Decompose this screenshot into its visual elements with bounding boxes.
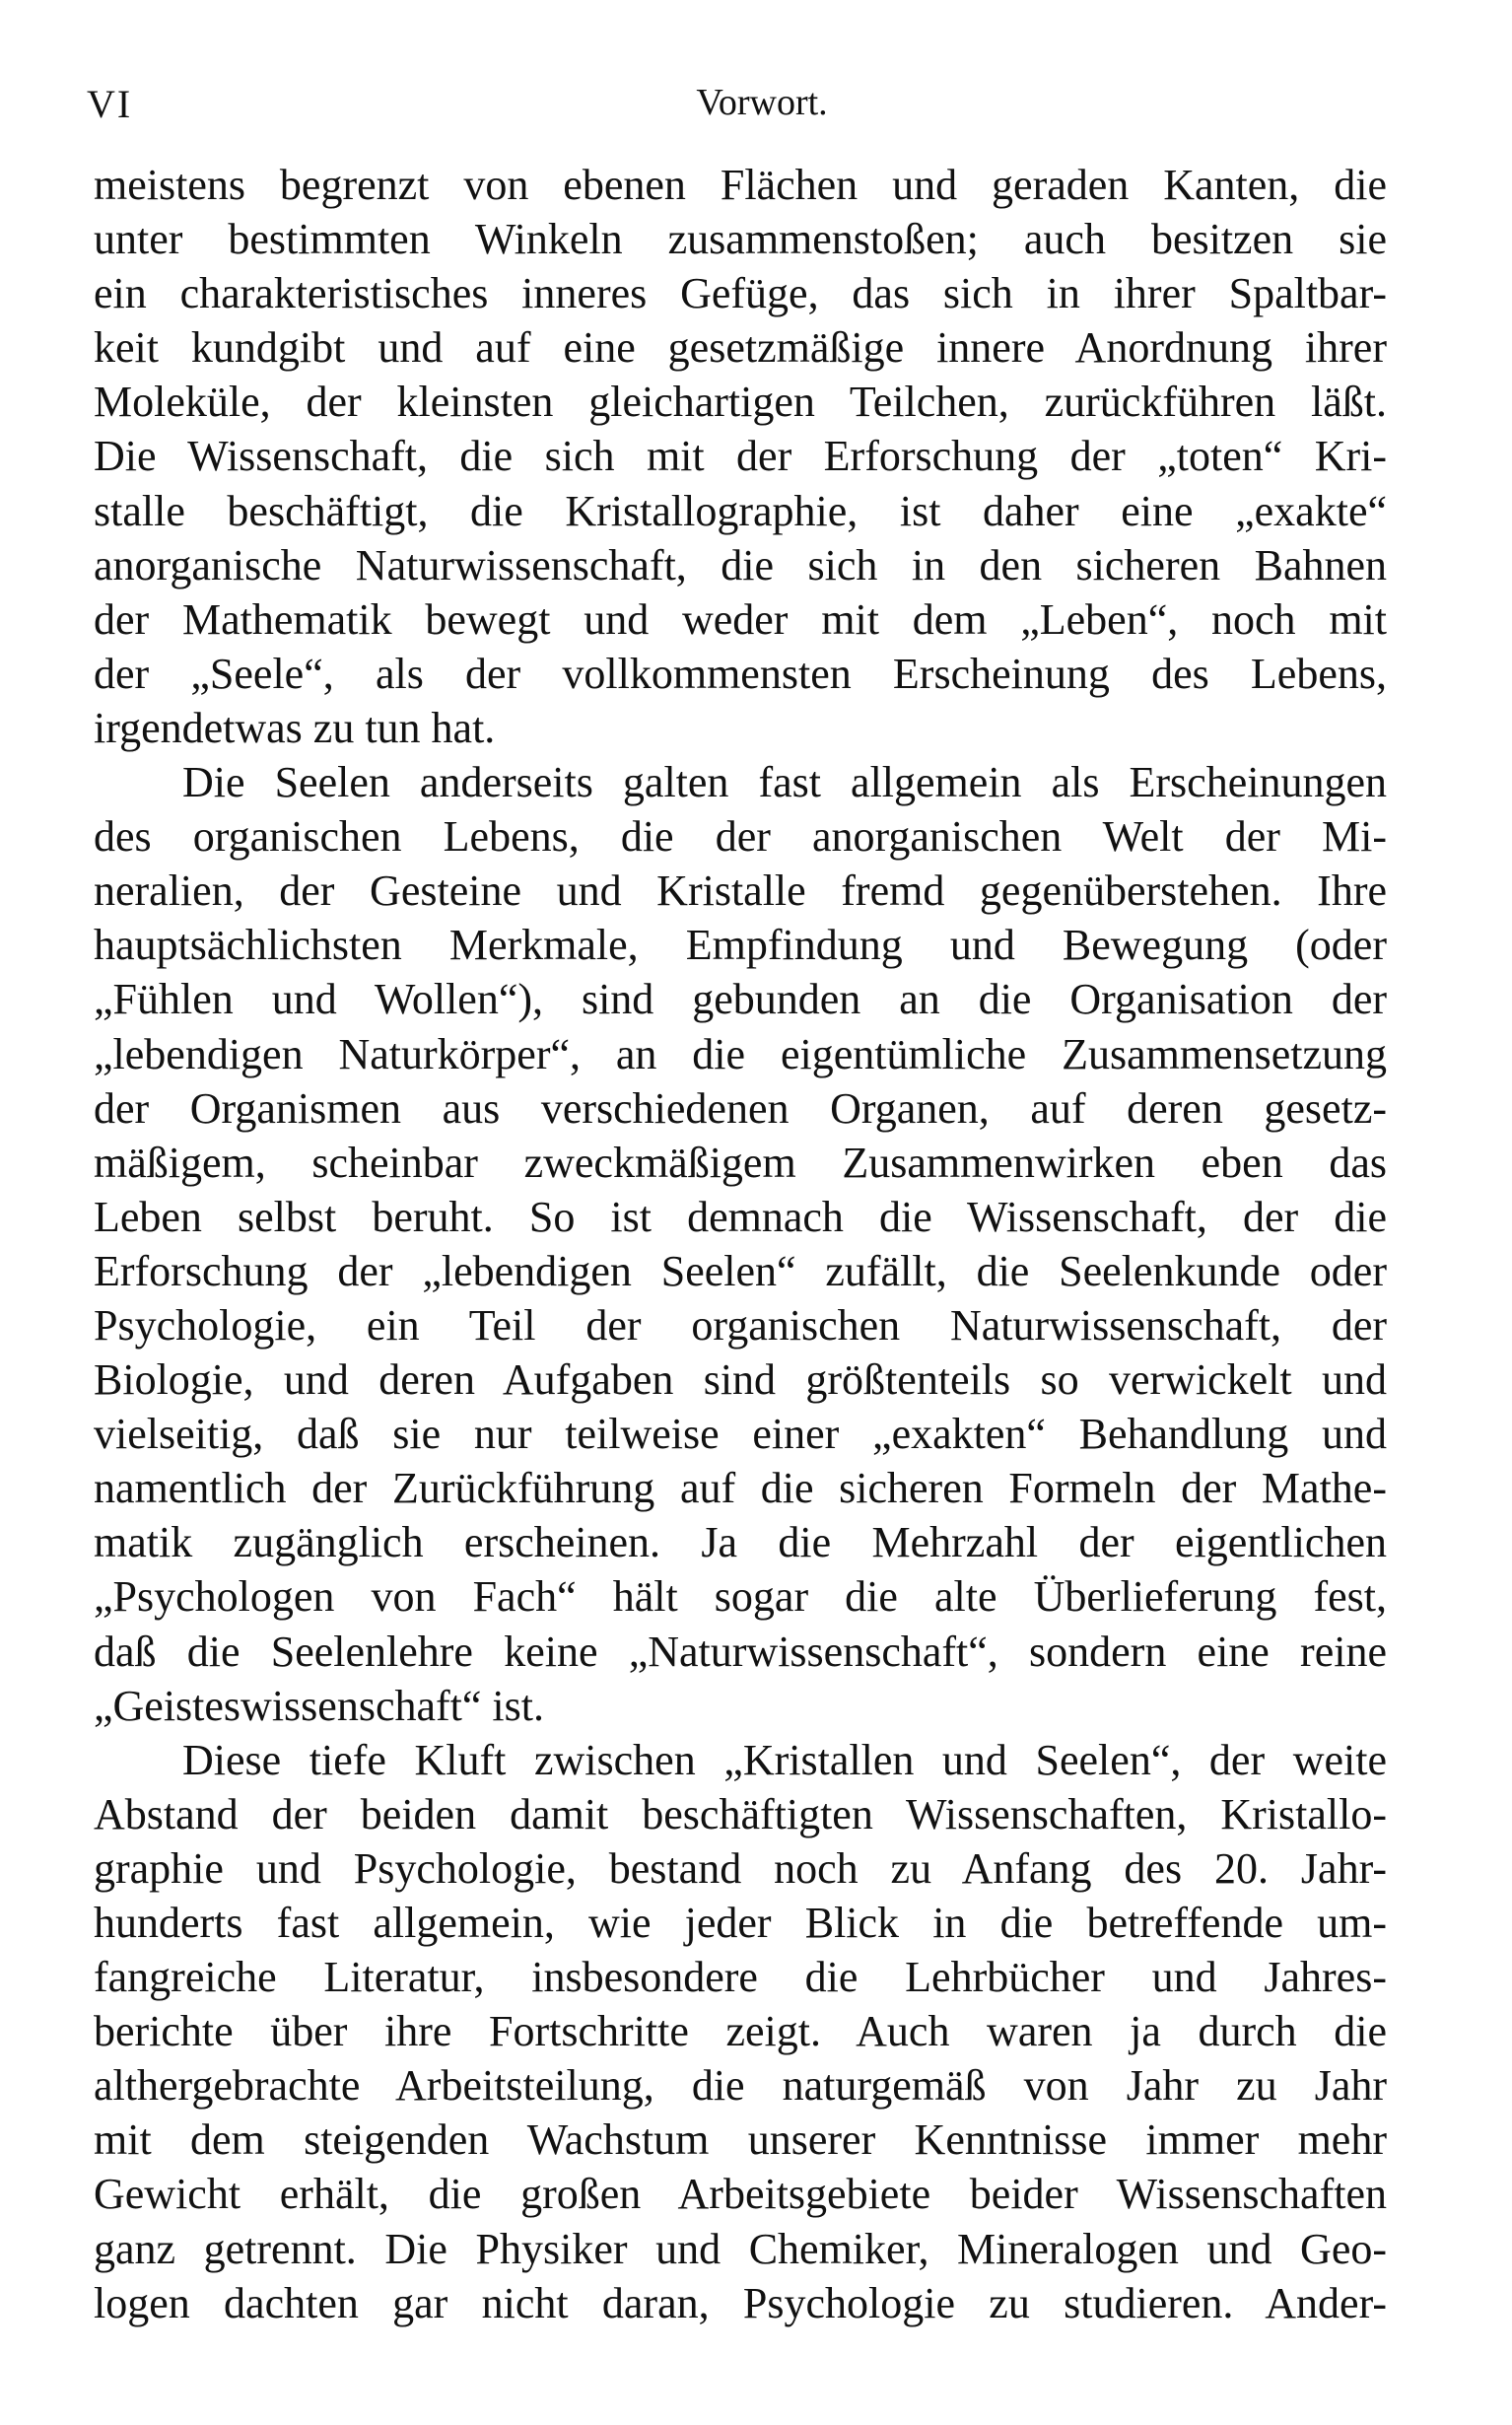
text-line: anorganische Naturwissenschaft, die sich in den sicheren Bahnen: [94, 540, 1387, 589]
text-line: Abstand der beiden damit beschäftigten Wissenschaften, Kristallo-: [94, 1789, 1387, 1838]
text-line: hauptsächlichsten Merkmale, Empfindung und Bewegung (oder: [94, 921, 1387, 970]
text-line: althergebrachte Arbeitsteilung, die naturgemäß von Jahr zu Jahr: [94, 2061, 1387, 2111]
text-line: daß die Seelenlehre keine „Naturwissenschaft“, sondern eine reine: [94, 1627, 1387, 1676]
text-line: irgendetwas zu tun hat.: [94, 703, 496, 752]
text-line: hunderts fast allgemein, wie jeder Blick in die betreffende um-: [94, 1899, 1387, 1947]
text-line: der Organismen aus verschiedenen Organen, auf deren gesetz-: [94, 1083, 1387, 1133]
text-line: „Geisteswissenschaft“ ist.: [94, 1681, 544, 1730]
text-line: Diese tiefe Kluft zwischen „Kristallen und Seelen“, der weite: [182, 1735, 1387, 1784]
text-line: Die Seelen anderseits galten fast allgemein als Erscheinungen: [182, 758, 1387, 807]
text-line: mit dem steigenden Wachstum unserer Kenntnisse immer mehr: [94, 2115, 1387, 2165]
text-line: der „Seele“, als der vollkommensten Erscheinung des Lebens,: [94, 649, 1387, 698]
text-line: Die Wissenschaft, die sich mit der Erforschung der „toten“ Kri-: [94, 432, 1387, 481]
text-line: ganz getrennt. Die Physiker und Chemiker, Mineralogen und Geo-: [94, 2224, 1387, 2273]
text-line: stalle beschäftigt, die Kristallographie, ist daher eine „exakte“: [94, 486, 1387, 535]
running-head: [87, 81, 1398, 140]
text-line: Gewicht erhält, die großen Arbeitsgebiete beider Wissenschaften: [94, 2170, 1387, 2219]
running-title: Vorwort.: [696, 82, 828, 123]
text-line: meistens begrenzt von ebenen Flächen und geraden Kanten, die: [94, 161, 1387, 209]
text-line: unter bestimmten Winkeln zusammenstoßen; auch besitzen sie: [94, 215, 1387, 264]
text-line: logen dachten gar nicht daran, Psychologie zu studieren. Ander-: [94, 2278, 1387, 2327]
text-line: des organischen Lebens, die der anorganischen Welt der Mi-: [94, 812, 1387, 862]
text-line: Moleküle, der kleinsten gleichartigen Teilchen, zurückführen läßt.: [94, 378, 1387, 427]
text-line: „Fühlen und Wollen“), sind gebunden an die Organisation der: [94, 975, 1387, 1024]
text-line: keit kundgibt und auf eine gesetzmäßige innere Anordnung ihrer: [94, 323, 1387, 373]
text-line: Biologie, und deren Aufgaben sind größtenteils so verwickelt und: [94, 1355, 1387, 1405]
text-line: neralien, der Gesteine und Kristalle fremd gegenüberstehen. Ihre: [94, 866, 1387, 916]
text-line: Psychologie, ein Teil der organischen Naturwissenschaft, der: [94, 1300, 1387, 1350]
text-line: mäßigem, scheinbar zweckmäßigem Zusammenwirken eben das: [94, 1138, 1387, 1187]
text-line: fangreiche Literatur, insbesondere die Lehrbücher und Jahres-: [94, 1953, 1387, 2002]
text-line: matik zugänglich erscheinen. Ja die Mehrzahl der eigentlichen: [94, 1518, 1387, 1567]
text-line: graphie und Psychologie, bestand noch zu Anfang des 20. Jahr-: [94, 1843, 1387, 1893]
text-line: namentlich der Zurückführung auf die sicheren Formeln der Mathe-: [94, 1464, 1387, 1513]
page-number: VI: [87, 82, 133, 126]
text-line: „lebendigen Naturkörper“, an die eigentümliche Zusammensetzung: [94, 1029, 1387, 1078]
text-line: der Mathematik bewegt und weder mit dem „Leben“, noch mit: [94, 594, 1387, 644]
text-line: Erforschung der „lebendigen Seelen“ zufällt, die Seelenkunde oder: [94, 1246, 1387, 1295]
body-text: [94, 158, 1387, 2330]
text-line: „Psychologen von Fach“ hält sogar die alte Überlieferung fest,: [94, 1572, 1387, 1622]
text-line: vielseitig, daß sie nur teilweise einer „exakten“ Behandlung und: [94, 1410, 1387, 1459]
text-line: berichte über ihre Fortschritte zeigt. Auch waren ja durch die: [94, 2007, 1387, 2056]
text-line: Leben selbst beruht. So ist demnach die Wissenschaft, der die: [94, 1192, 1387, 1241]
text-line: ein charakteristisches inneres Gefüge, das sich in ihrer Spaltbar-: [94, 269, 1387, 318]
